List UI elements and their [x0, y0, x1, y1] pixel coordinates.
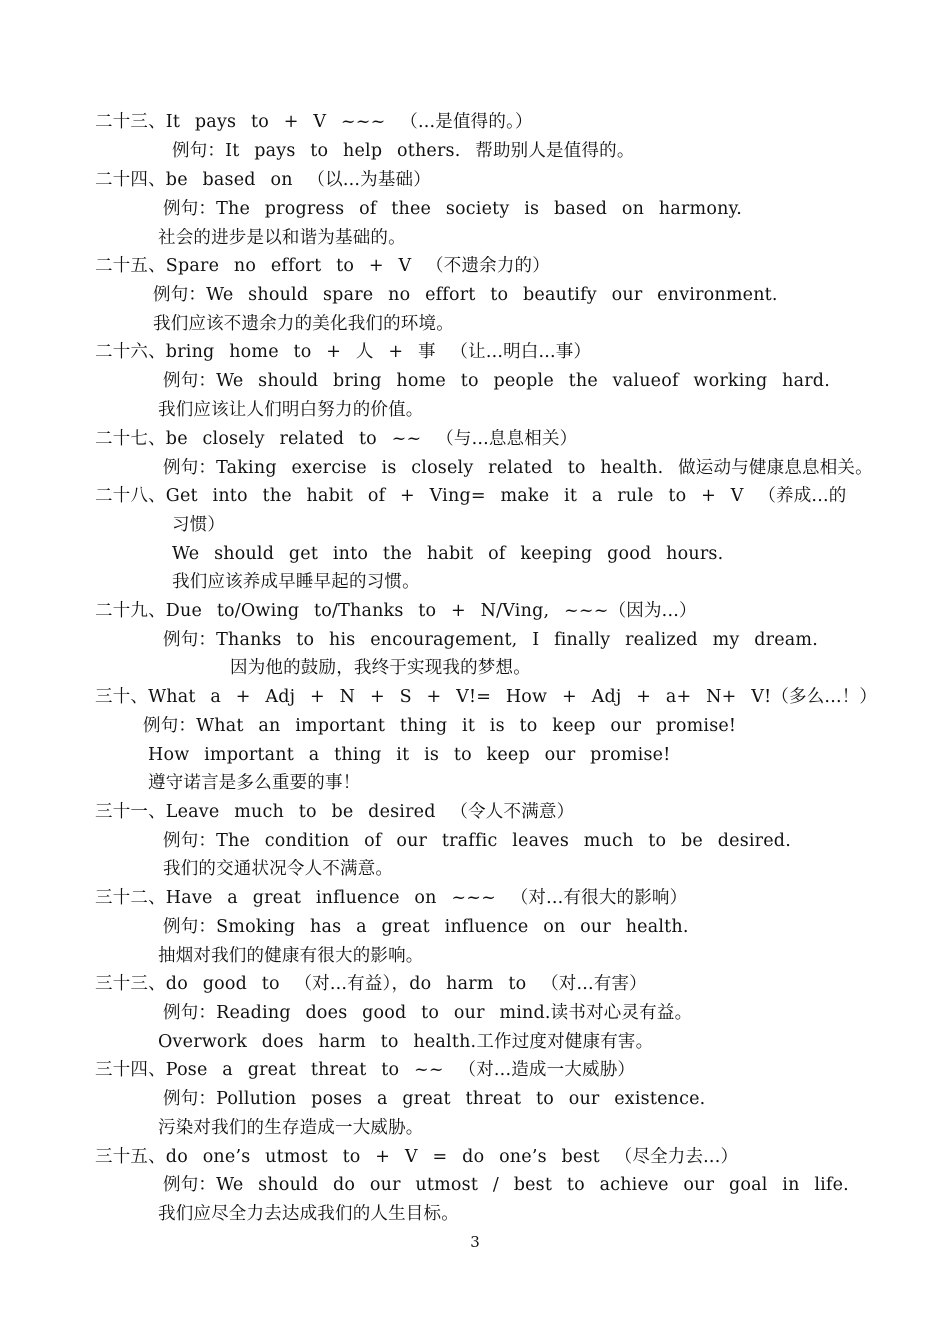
heading-34: 三十四、Pose a great threat to ~~ （对...造成一大威胁） — [95, 1060, 636, 1080]
translation-25: 我们应该不遗余力的美化我们的环境。 — [153, 314, 454, 334]
example-33: 例句：Reading does good to our mind.读书对心灵有益。 — [163, 1003, 693, 1023]
heading-32: 三十二、Have a great influence on ~~~ （对...有很大的影响） — [95, 888, 688, 908]
heading-28-cont: 习惯） — [172, 515, 226, 535]
example-27: 例句：Taking exercise is closely related to health. 做运动与健康息息相关。 — [163, 458, 873, 478]
heading-26: 二十六、bring home to + 人 + 事 （让...明白...事） — [95, 342, 592, 362]
translation-31: 我们的交通状况令人不满意。 — [163, 859, 394, 879]
example-31: 例句：The condition of our traffic leaves much to be desired. — [163, 831, 791, 851]
heading-28: 二十八、Get into the habit of + Ving= make it a rule to + V （养成...的 — [95, 486, 847, 506]
translation-30: 遵守诺言是多么重要的事！ — [148, 773, 361, 793]
example-25: 例句：We should spare no effort to beautify our environment. — [153, 285, 778, 305]
example-34: 例句：Pollution poses a great threat to our existence. — [163, 1089, 706, 1109]
example-35: 例句：We should do our utmost / best to achieve our goal in life. — [163, 1175, 849, 1195]
heading-30: 三十、What a + Adj + N + S + V!= How + Adj + a+ N+ V!（多么...！） — [95, 687, 878, 707]
translation-28: 我们应该养成早睡早起的习惯。 — [172, 572, 420, 592]
translation-32: 抽烟对我们的健康有很大的影响。 — [158, 946, 424, 966]
example-23: 例句：It pays to help others. 帮助别人是值得的。 — [172, 141, 635, 161]
page-number: 3 — [470, 1233, 480, 1251]
heading-33: 三十三、do good to （对...有益），do harm to （对...有害） — [95, 974, 647, 994]
heading-23: 二十三、It pays to + V ~~~ （...是值得的。） — [95, 112, 533, 132]
heading-29: 二十九、Due to/Owing to/Thanks to + N/Ving, ~~~（因为...） — [95, 601, 697, 621]
translation-29: 因为他的鼓励，我终于实现我的梦想。 — [230, 658, 531, 678]
heading-31: 三十一、Leave much to be desired （令人不满意） — [95, 802, 575, 822]
example-30: 例句：What an important thing it is to keep our promise! — [143, 716, 737, 736]
translation-34: 污染对我们的生存造成一大威胁。 — [158, 1118, 424, 1138]
example-33-alt: Overwork does harm to health.工作过度对健康有害。 — [158, 1032, 654, 1052]
example-30-alt: How important a thing it is to keep our promise! — [148, 745, 671, 765]
heading-27: 二十七、be closely related to ~~ （与...息息相关） — [95, 429, 578, 449]
heading-35: 三十五、do one’s utmost to + V = do one’s best （尽全力去...） — [95, 1147, 739, 1167]
example-26: 例句：We should bring home to people the valueof working hard. — [163, 371, 830, 391]
example-28: We should get into the habit of keeping good hours. — [172, 544, 724, 564]
heading-25: 二十五、Spare no effort to + V （不遗余力的） — [95, 256, 550, 276]
heading-24: 二十四、be based on （以...为基础） — [95, 170, 431, 190]
example-24: 例句：The progress of thee society is based on harmony. — [163, 199, 743, 219]
translation-26: 我们应该让人们明白努力的价值。 — [158, 400, 424, 420]
translation-35: 我们应尽全力去达成我们的人生目标。 — [158, 1204, 459, 1224]
translation-24: 社会的进步是以和谐为基础的。 — [158, 228, 406, 248]
example-29: 例句：Thanks to his encouragement, I finally realized my dream. — [163, 630, 818, 650]
example-32: 例句：Smoking has a great influence on our health. — [163, 917, 689, 937]
